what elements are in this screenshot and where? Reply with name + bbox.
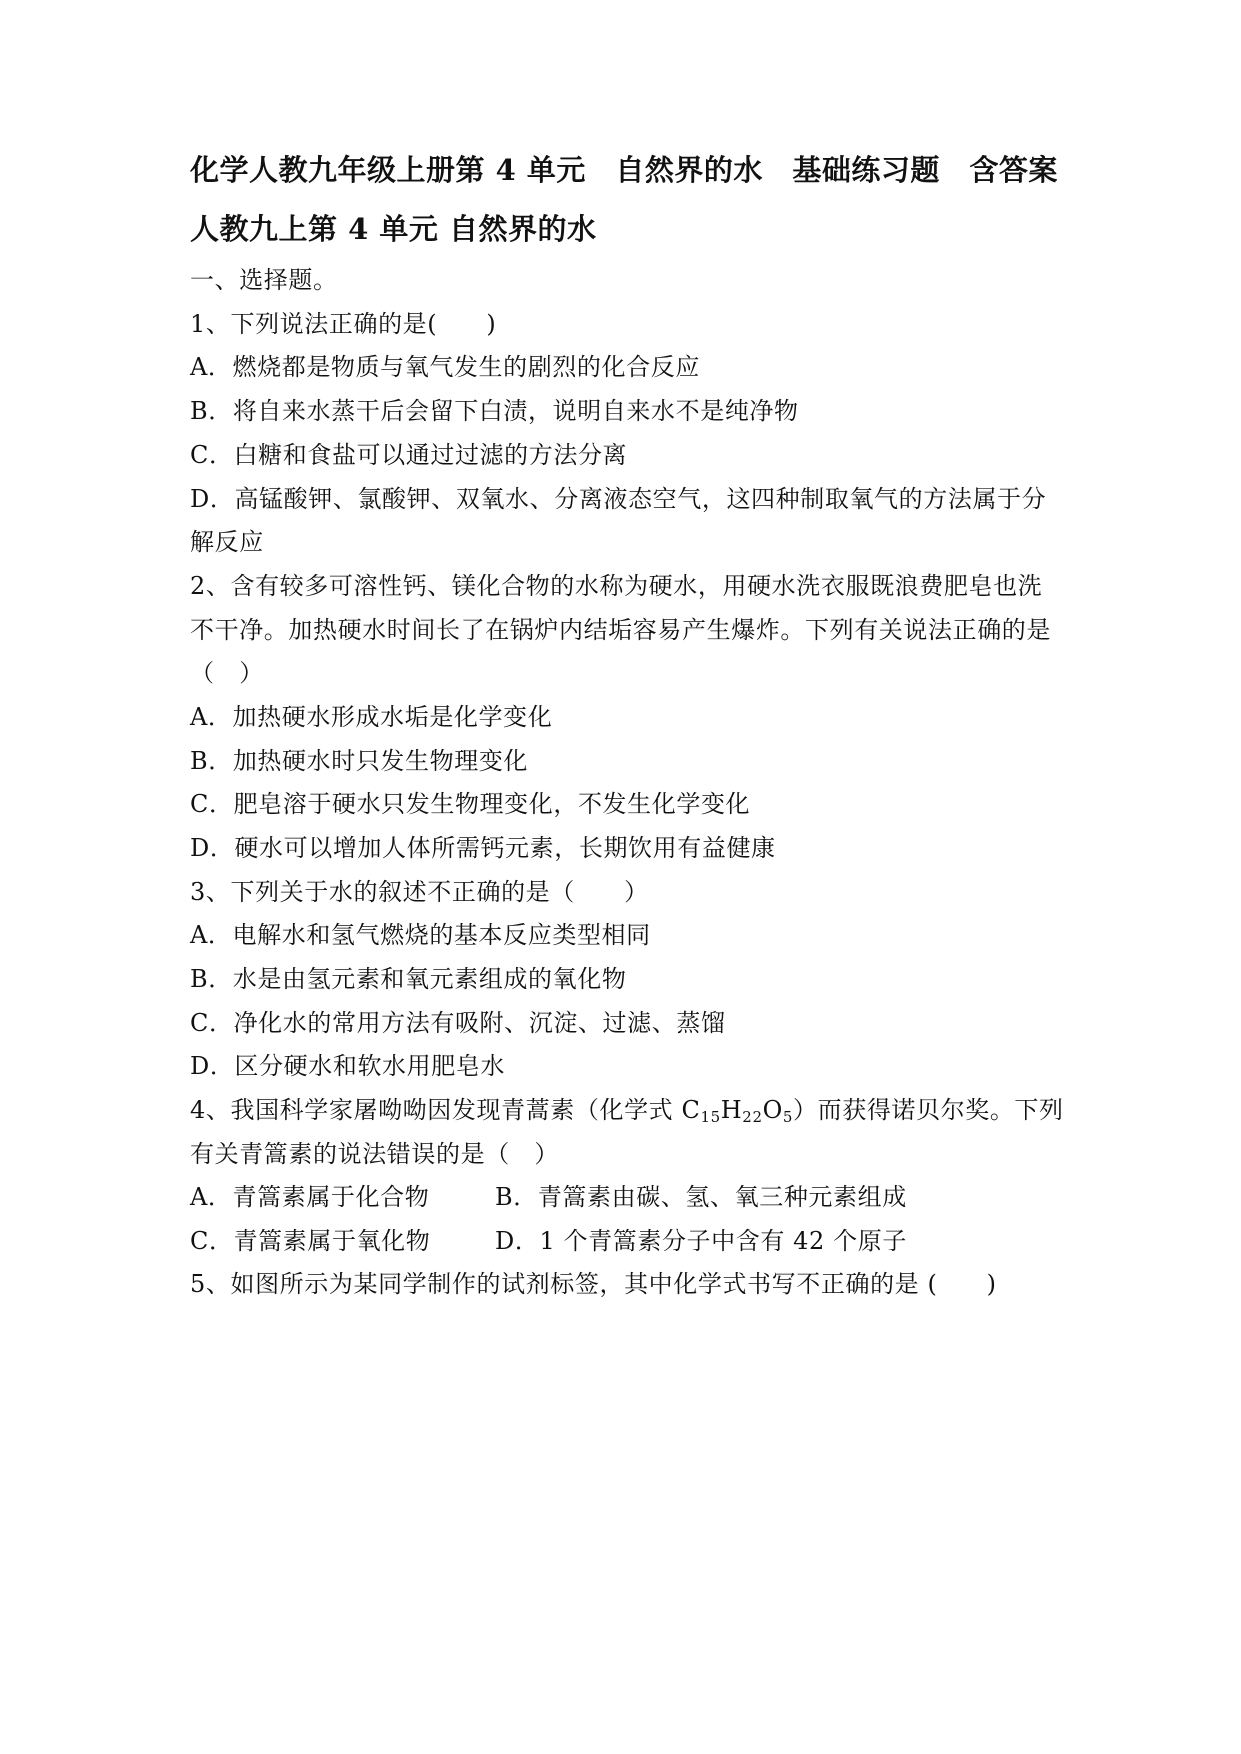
question-1-option-b: B．将自来水蒸干后会留下白渍，说明自来水不是纯净物	[190, 397, 799, 425]
question-2-stem-line-2: 不干净。加热硬水时间长了在锅炉内结垢容易产生爆炸。下列有关说法正确的是	[190, 616, 1051, 644]
question-2-option-c: C．肥皂溶于硬水只发生物理变化，不发生化学变化	[190, 790, 751, 818]
question-1-option-d-cont: 解反应	[190, 528, 264, 556]
question-1-option-a: A．燃烧都是物质与氧气发生的剧烈的化合反应	[190, 353, 700, 381]
question-4-stem-line-2: 有关青篙素的说法错误的是（ ）	[190, 1140, 559, 1168]
formula-hydrogen: H	[720, 1096, 743, 1124]
question-1-option-d: D．高锰酸钾、氯酸钾、双氧水、分离液态空气，这四种制取氧气的方法属于分	[190, 485, 1047, 513]
question-3-option-b: B．水是由氢元素和氧元素组成的氧化物	[190, 965, 627, 993]
question-4-option-b: B．青篙素由碳、氢、氧三种元素组成	[495, 1183, 907, 1211]
question-3-option-c: C．净化水的常用方法有吸附、沉淀、过滤、蒸馏	[190, 1009, 726, 1037]
question-3-option-d: D．区分硬水和软水用肥皂水	[190, 1052, 506, 1080]
section-heading: 一、选择题。	[190, 266, 338, 294]
question-4-stem-line-1	[190, 1090, 1064, 1125]
question-2-stem-line-1: 2、含有较多可溶性钙、镁化合物的水称为硬水，用硬水洗衣服既浪费肥皂也洗	[190, 572, 1043, 600]
question-4-stem-prefix: 4、我国科学家屠呦呦因发现青蒿素（化学式 C	[190, 1096, 701, 1124]
question-1-option-c: C．白糖和食盐可以通过过滤的方法分离	[190, 441, 628, 469]
question-3-stem: 3、下列关于水的叙述不正确的是（ ）	[190, 878, 649, 906]
formula-subscript-carbon: 15	[700, 1108, 721, 1126]
question-4-option-a: A．青篙素属于化合物	[190, 1183, 430, 1211]
question-2-stem-line-3: （ ）	[190, 659, 264, 687]
formula-subscript-oxygen: 5	[782, 1108, 794, 1126]
question-1-stem: 1、下列说法正确的是( )	[190, 310, 497, 338]
formula-subscript-hydrogen: 22	[742, 1108, 763, 1126]
question-4-stem-suffix: ）而获得诺贝尔奖。下列	[793, 1096, 1064, 1124]
question-4-options-row-1	[190, 1177, 907, 1212]
question-4-option-c: C．青篙素属于氧化物	[190, 1227, 431, 1255]
formula-oxygen: O	[762, 1096, 783, 1124]
question-2-option-a: A．加热硬水形成水垢是化学变化	[190, 703, 553, 731]
question-4-options-row-2	[190, 1221, 907, 1256]
question-5-stem: 5、如图所示为某同学制作的试剂标签，其中化学式书写不正确的是 ( )	[190, 1270, 997, 1298]
question-2-option-d: D．硬水可以增加人体所需钙元素，长期饮用有益健康	[190, 834, 776, 862]
question-4-option-d: D．1 个青篙素分子中含有 42 个原子	[495, 1227, 907, 1255]
document-title: 化学人教九年级上册第 4 单元 自然界的水 基础练习题 含答案	[190, 153, 1058, 187]
question-2-option-b: B．加热硬水时只发生物理变化	[190, 747, 529, 775]
question-3-option-a: A．电解水和氢气燃烧的基本反应类型相同	[190, 921, 651, 949]
document-subtitle: 人教九上第 4 单元 自然界的水	[190, 212, 597, 246]
